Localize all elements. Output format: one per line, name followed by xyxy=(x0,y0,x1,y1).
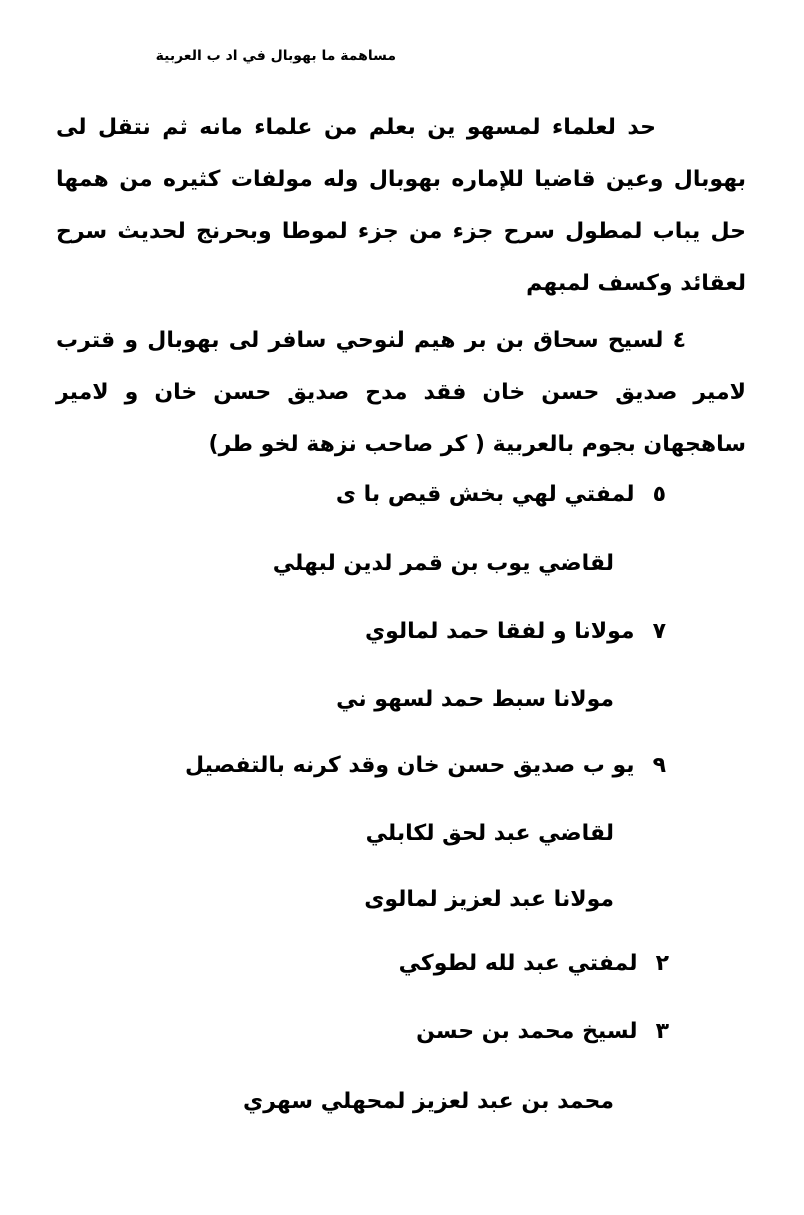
entry-number: ٧ xyxy=(652,619,666,644)
entry-line xyxy=(399,948,669,980)
entry-text: محمد بن عبد لعزيز لمحهلي سهري xyxy=(243,1089,614,1114)
entry-line xyxy=(364,884,614,916)
entry-line xyxy=(243,1086,614,1118)
entry-text: مولانا عبد لعزيز لمالوى xyxy=(364,887,614,912)
entry-text: لسيخ محمد بن حسن xyxy=(416,1019,638,1044)
entry-line xyxy=(366,818,614,850)
entry-line xyxy=(336,684,614,716)
entry-text: لمفتي عبد لله لطوكي xyxy=(398,951,638,976)
entry-line xyxy=(416,1016,669,1048)
entry-line xyxy=(273,548,614,580)
entry-line xyxy=(185,750,666,782)
entry-number: ٣ xyxy=(655,1019,669,1044)
entry-text: يو ب صديق حسن خان وقد كرنه بالتفصيل xyxy=(185,753,635,778)
entry-line xyxy=(365,616,666,648)
entry-text: لقاضي يوب بن قمر لدين لبهلي xyxy=(272,551,614,576)
entry-number: ٩ xyxy=(652,753,666,778)
running-header: مساهمة ما بهوبال في اد ب العربية xyxy=(155,48,396,64)
entry-number: ٢ xyxy=(655,951,669,976)
entry-text: لقاضي عبد لحق لكابلي xyxy=(365,821,614,846)
paragraph-1: حد لعلماء لمسهو ين بعلم من علماء مانه ثم نتقل لى بهوبال وعين قاضيا للإماره بهوبال وله مولفات كثيره من همها حل يباب لمطول سرح جزء من جزء لموطا وبحرنج لحديث سرح لعقائد وكسف لمبهم xyxy=(56,115,746,296)
entry-number: ٥ xyxy=(652,482,666,507)
entry-line xyxy=(336,479,666,511)
entry-text: لمفتي لهي بخش قيص با ى xyxy=(335,482,635,507)
entry-text: مولانا سبط حمد لسهو ني xyxy=(336,687,614,712)
paragraph-2: ٤ لسيح سحاق بن بر هيم لنوحي سافر لى بهوبال و قترب لامير صديق حسن خان فقد مدح صديق حسن خان و لامير ساهجهان بجوم بالعربية ( كر صاحب نزهة لخو طر) xyxy=(56,328,746,457)
entry-text: مولانا و لفقا حمد لمالوي xyxy=(364,619,635,644)
